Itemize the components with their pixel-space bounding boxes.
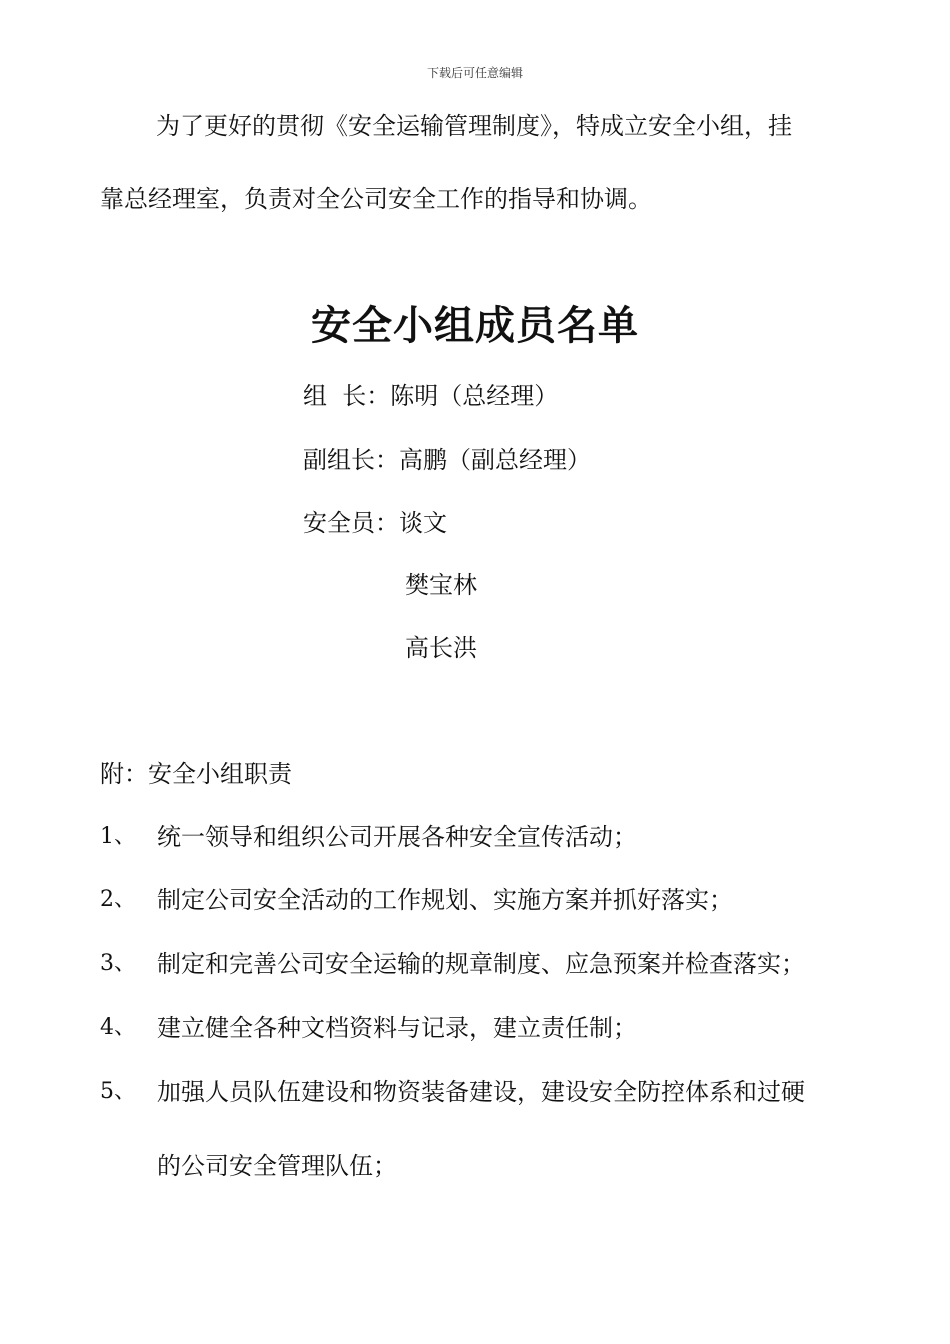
duty-item xyxy=(100,1078,136,1106)
deputy-row xyxy=(303,446,591,474)
leader-value: 陈明（总经理） xyxy=(390,382,559,410)
deputy-label: 副组长： xyxy=(303,446,399,474)
duty-text: 建立健全各种文档资料与记录，建立责任制； xyxy=(157,1014,637,1042)
duty-text-continuation: 的公司安全管理队伍； xyxy=(157,1152,397,1180)
document-title: 安全小组成员名单 xyxy=(311,302,639,349)
header-note: 下载后可任意编辑 xyxy=(426,66,523,80)
duty-text: 统一领导和组织公司开展各种安全宣传活动； xyxy=(157,823,637,851)
duty-item xyxy=(100,950,136,978)
duties-heading: 附：安全小组职责 xyxy=(100,760,292,788)
leader-row xyxy=(303,382,558,410)
duty-number: 1、 xyxy=(100,824,136,849)
duty-text: 加强人员队伍建设和物资装备建设，建设安全防控体系和过硬 xyxy=(157,1078,805,1106)
safety-label: 安全员： xyxy=(303,509,399,537)
intro-line-2: 靠总经理室，负责对全公司安全工作的指导和协调。 xyxy=(100,185,652,213)
duty-number: 5、 xyxy=(100,1079,136,1104)
duty-item xyxy=(100,1014,136,1042)
duty-text: 制定和完善公司安全运输的规章制度、应急预案并检查落实； xyxy=(157,950,805,978)
duty-item xyxy=(100,886,136,914)
duty-item xyxy=(100,823,136,851)
safety-officer-row xyxy=(303,509,447,537)
duty-number: 2、 xyxy=(100,887,136,912)
intro-line-1: 为了更好的贯彻《安全运输管理制度》，特成立安全小组，挂 xyxy=(156,112,792,140)
duty-number: 4、 xyxy=(100,1015,136,1040)
deputy-value: 高鹏（副总经理） xyxy=(399,446,591,474)
leader-label: 组 长： xyxy=(303,382,391,410)
safety-officer-2: 樊宝林 xyxy=(405,571,477,599)
duty-number: 3、 xyxy=(100,951,136,976)
safety-officer-3: 高长洪 xyxy=(405,634,477,662)
duty-text: 制定公司安全活动的工作规划、实施方案并抓好落实； xyxy=(157,886,733,914)
safety-officer-1: 谈文 xyxy=(399,509,447,537)
